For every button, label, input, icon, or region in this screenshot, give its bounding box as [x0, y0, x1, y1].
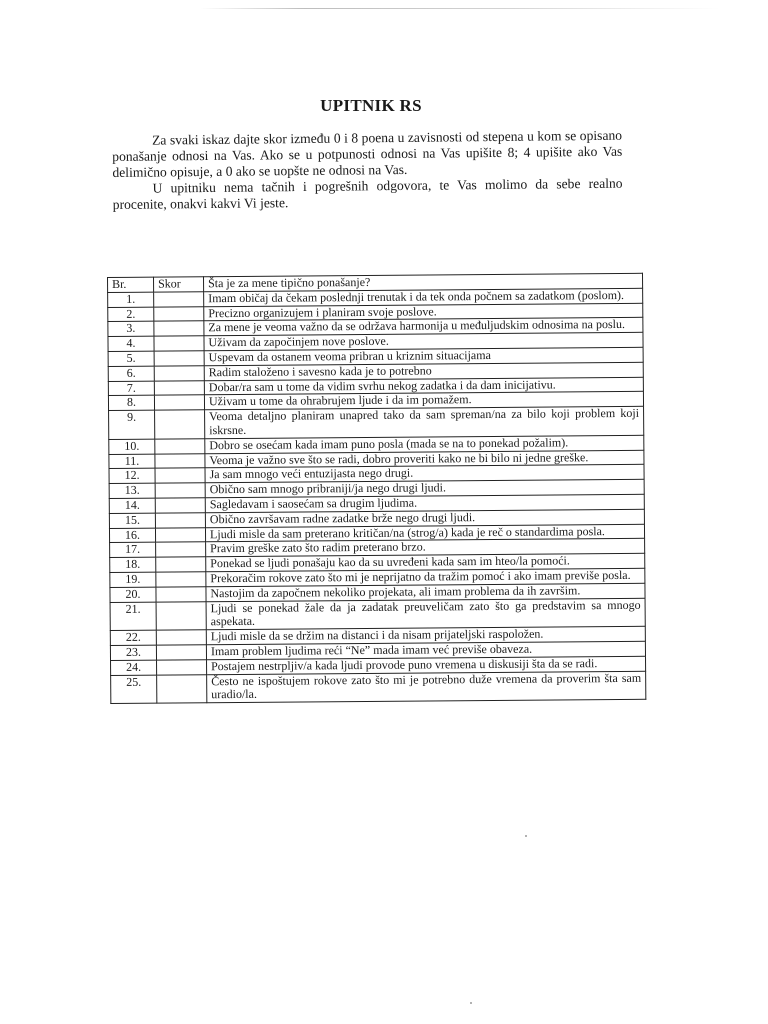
item-number: 5. — [108, 351, 154, 366]
score-cell[interactable] — [157, 659, 207, 674]
score-cell[interactable] — [155, 439, 205, 454]
statement-text: Nastojim da započnem nekoliko projekata, ali imam problema da ih završim. — [206, 583, 645, 601]
item-number: 25. — [111, 675, 157, 704]
item-number: 2. — [108, 307, 154, 322]
score-cell[interactable] — [154, 306, 204, 321]
statement-text: Veoma je važno sve što se radi, dobro proveriti kako ne bi bilo ni jedne greške. — [205, 450, 644, 468]
item-number: 7. — [108, 381, 154, 396]
score-cell[interactable] — [155, 410, 205, 439]
score-cell[interactable] — [157, 674, 207, 703]
score-cell[interactable] — [156, 601, 206, 630]
item-number: 18. — [110, 557, 156, 572]
statement-text: Uživam u tome da ohrabrujem ljude i da im pomažem. — [204, 392, 643, 410]
statement-text: Ja sam mnogo veći entuzijasta nego drugi. — [205, 465, 644, 483]
item-number: 8. — [108, 396, 154, 411]
document-title: UPITNIK RS — [320, 96, 422, 115]
instructions-paragraph: U upitniku nema tačnih i pogrešnih odgovora, te Vas molimo da sebe realno procenite, onakvi kakvi Vi jeste. — [112, 175, 623, 212]
score-cell[interactable] — [156, 630, 206, 645]
questionnaire-sheet — [107, 273, 645, 704]
statement-text: Ljudi misle da se držim na distanci i da nisam prijateljski raspoložen. — [206, 626, 645, 644]
statement-text: Uživam da započinjem nove poslove. — [204, 332, 643, 350]
score-cell[interactable] — [156, 542, 206, 557]
score-cell[interactable] — [154, 292, 204, 307]
statement-text: Dobro se osećam kada imam puno posla (mada se na to ponekad požalim). — [205, 435, 644, 453]
item-number: 16. — [109, 528, 155, 543]
questionnaire-table — [107, 273, 646, 704]
score-cell[interactable] — [155, 468, 205, 483]
item-number: 6. — [108, 366, 154, 381]
score-cell[interactable] — [154, 321, 204, 336]
item-number: 14. — [109, 498, 155, 513]
statement-text: Imam običaj da čekam poslednji trenutak i da tek onda počnem sa zadatkom (poslom). — [204, 288, 643, 306]
item-number: 17. — [110, 542, 156, 557]
item-number: 12. — [109, 468, 155, 483]
instructions-paragraph: Za svaki iskaz dajte skor između 0 i 8 poena u zavisnosti od stepena u kom se opisano ponašanje odnosi na Vas. Ako se u potpunosti odnosi na Vas upišite 8; 4 upišite ako Vas delimično opisuje, a 0 ako se uopšte ne odnosi na Vas. — [112, 127, 623, 180]
instructions — [112, 128, 623, 213]
statement-text: Veoma detaljno planiram unapred tako da sam spreman/na za bilo koji problem koji iskrsne. — [205, 406, 644, 438]
score-cell[interactable] — [156, 586, 206, 601]
item-number: 9. — [109, 410, 155, 439]
item-number: 15. — [109, 513, 155, 528]
item-number: 19. — [110, 572, 156, 587]
item-number: 23. — [110, 645, 156, 660]
score-cell[interactable] — [154, 395, 204, 410]
statement-text: Radim staloženo i savesno kada je to potrebno — [204, 362, 643, 380]
statement-text: Pravim greške zato što radim preterano brzo. — [206, 539, 645, 557]
score-cell[interactable] — [155, 483, 205, 498]
statement-text: Dobar/ra sam u tome da vidim svrhu nekog zadatka i da dam inicijativu. — [204, 377, 643, 395]
statement-text: Imam problem ljudima reći “Ne” mada imam već previše obaveza. — [206, 641, 645, 659]
score-cell[interactable] — [156, 645, 206, 660]
score-cell[interactable] — [154, 351, 204, 366]
item-number: 20. — [110, 587, 156, 602]
item-number: 10. — [109, 439, 155, 454]
statement-text: Sagledavam i saosećam sa drugim ljudima. — [205, 494, 644, 512]
item-number: 3. — [108, 322, 154, 337]
score-cell[interactable] — [154, 366, 204, 381]
scan-speck — [525, 835, 527, 837]
score-cell[interactable] — [155, 527, 205, 542]
statement-text: Obično sam mnogo pribraniji/ja nego drugi ljudi. — [205, 479, 644, 497]
table-row — [111, 671, 646, 704]
score-cell[interactable] — [154, 380, 204, 395]
score-cell[interactable] — [155, 512, 205, 527]
score-cell[interactable] — [155, 453, 205, 468]
item-number: 22. — [110, 630, 156, 645]
item-number: 24. — [111, 660, 157, 675]
item-number: 13. — [109, 483, 155, 498]
statement-text: Ponekad se ljudi ponašaju kao da su uvređeni kada sam im hteo/la pomoći. — [206, 553, 645, 571]
item-number: 1. — [108, 292, 154, 307]
statement-text: Ljudi misle da sam preterano kritičan/na (strog/a) kada je reč o standardima posla. — [205, 524, 644, 542]
score-cell[interactable] — [156, 572, 206, 587]
item-number: 4. — [108, 336, 154, 351]
statement-text: Prekoračim rokove zato što mi je neprijatno da tražim pomoć i ako imam previše posla. — [206, 568, 645, 586]
scan-artifact-line — [200, 8, 720, 9]
statement-text: Obično završavam radne zadatke brže nego drugi ljudi. — [205, 509, 644, 527]
scan-speck — [470, 1002, 472, 1004]
statement-text: Postajem nestrpljiv/a kada ljudi provode puno vremena u diskusiji šta da se radi. — [207, 656, 646, 674]
statement-text: Za mene je veoma važno da se održava harmonija u međuljudskim odnosima na poslu. — [204, 318, 643, 336]
statement-text: Precizno organizujem i planiram svoje poslove. — [204, 303, 643, 321]
score-cell[interactable] — [156, 557, 206, 572]
item-number: 11. — [109, 454, 155, 469]
column-header-number: Br. — [108, 277, 154, 292]
column-header-statement: Šta je za mene tipično ponašanje? — [204, 273, 643, 291]
item-number: 21. — [110, 602, 156, 631]
statement-text: Često ne ispoštujem rokove zato što mi je potrebno duže vremena da proverim šta sam uradio/la. — [207, 671, 646, 703]
statement-text: Ljudi se ponekad žale da ja zadatak preuveličam zato što ga predstavim sa mnogo aspekata. — [206, 598, 645, 630]
statement-text: Uspevam da ostanem veoma pribran u kriznim situacijama — [204, 347, 643, 365]
column-header-score: Skor — [154, 277, 204, 292]
score-cell[interactable] — [155, 498, 205, 513]
table-row — [109, 406, 644, 439]
score-cell[interactable] — [154, 336, 204, 351]
table-row — [110, 598, 645, 631]
